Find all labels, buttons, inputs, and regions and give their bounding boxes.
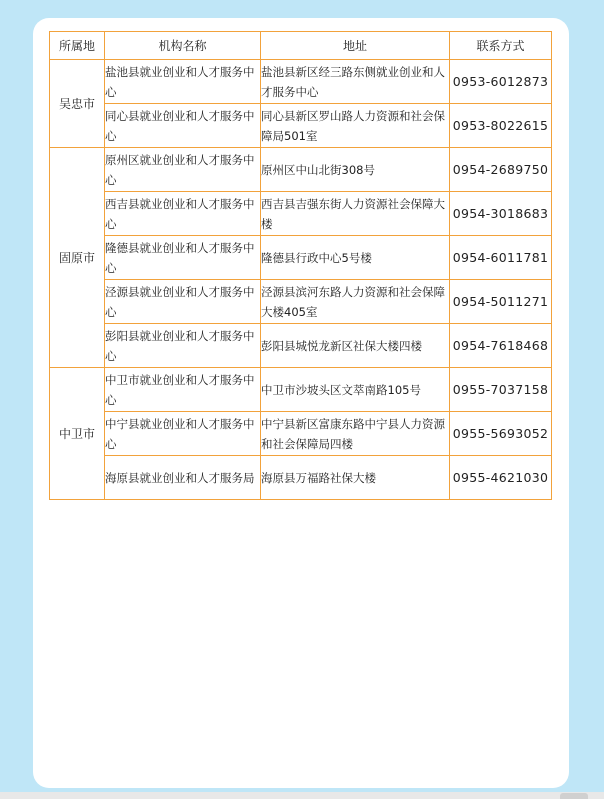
table-header-row (50, 32, 552, 60)
phone-cell: 0954-7618468 (450, 324, 552, 368)
phone-cell: 0953-8022615 (450, 104, 552, 148)
address-cell: 西吉县吉强东街人力资源社会保障大楼 (261, 192, 450, 236)
org-name-cell: 彭阳县就业创业和人才服务中心 (105, 324, 261, 368)
org-name-cell: 泾源县就业创业和人才服务中心 (105, 280, 261, 324)
table-row (50, 148, 552, 192)
org-name-cell: 原州区就业创业和人才服务中心 (105, 148, 261, 192)
header-contact: 联系方式 (450, 32, 552, 60)
phone-cell: 0954-3018683 (450, 192, 552, 236)
address-cell: 中宁县新区富康东路中宁县人力资源和社会保障局四楼 (261, 412, 450, 456)
organization-table (49, 31, 552, 500)
table-row (50, 368, 552, 412)
phone-cell: 0954-5011271 (450, 280, 552, 324)
phone-cell: 0955-5693052 (450, 412, 552, 456)
address-cell: 隆德县行政中心5号楼 (261, 236, 450, 280)
org-name-cell: 盐池县就业创业和人才服务中心 (105, 60, 261, 104)
phone-cell: 0954-6011781 (450, 236, 552, 280)
org-name-cell: 中卫市就业创业和人才服务中心 (105, 368, 261, 412)
phone-cell: 0955-7037158 (450, 368, 552, 412)
address-cell: 泾源县滨河东路人力资源和社会保障大楼405室 (261, 280, 450, 324)
address-cell: 盐池县新区经三路东侧就业创业和人才服务中心 (261, 60, 450, 104)
header-org-name: 机构名称 (105, 32, 261, 60)
org-name-cell: 海原县就业创业和人才服务局 (105, 456, 261, 500)
header-address: 地址 (261, 32, 450, 60)
org-name-cell: 中宁县就业创业和人才服务中心 (105, 412, 261, 456)
corner-mark (560, 793, 588, 799)
city-cell: 吴忠市 (50, 60, 105, 148)
table-row (50, 324, 552, 368)
address-cell: 中卫市沙坡头区文萃南路105号 (261, 368, 450, 412)
table-row (50, 412, 552, 456)
address-cell: 同心县新区罗山路人力资源和社会保障局501室 (261, 104, 450, 148)
city-cell: 固原市 (50, 148, 105, 368)
table-row (50, 60, 552, 104)
org-name-cell: 西吉县就业创业和人才服务中心 (105, 192, 261, 236)
city-cell: 中卫市 (50, 368, 105, 500)
table-row (50, 456, 552, 500)
phone-cell: 0953-6012873 (450, 60, 552, 104)
table-row (50, 192, 552, 236)
table-row (50, 236, 552, 280)
bottom-strip (0, 792, 604, 799)
phone-cell: 0955-4621030 (450, 456, 552, 500)
org-name-cell: 隆德县就业创业和人才服务中心 (105, 236, 261, 280)
phone-cell: 0954-2689750 (450, 148, 552, 192)
table-row (50, 104, 552, 148)
header-location: 所属地 (50, 32, 105, 60)
org-name-cell: 同心县就业创业和人才服务中心 (105, 104, 261, 148)
address-cell: 彭阳县城悦龙新区社保大楼四楼 (261, 324, 450, 368)
table-row (50, 280, 552, 324)
address-cell: 原州区中山北街308号 (261, 148, 450, 192)
address-cell: 海原县万福路社保大楼 (261, 456, 450, 500)
